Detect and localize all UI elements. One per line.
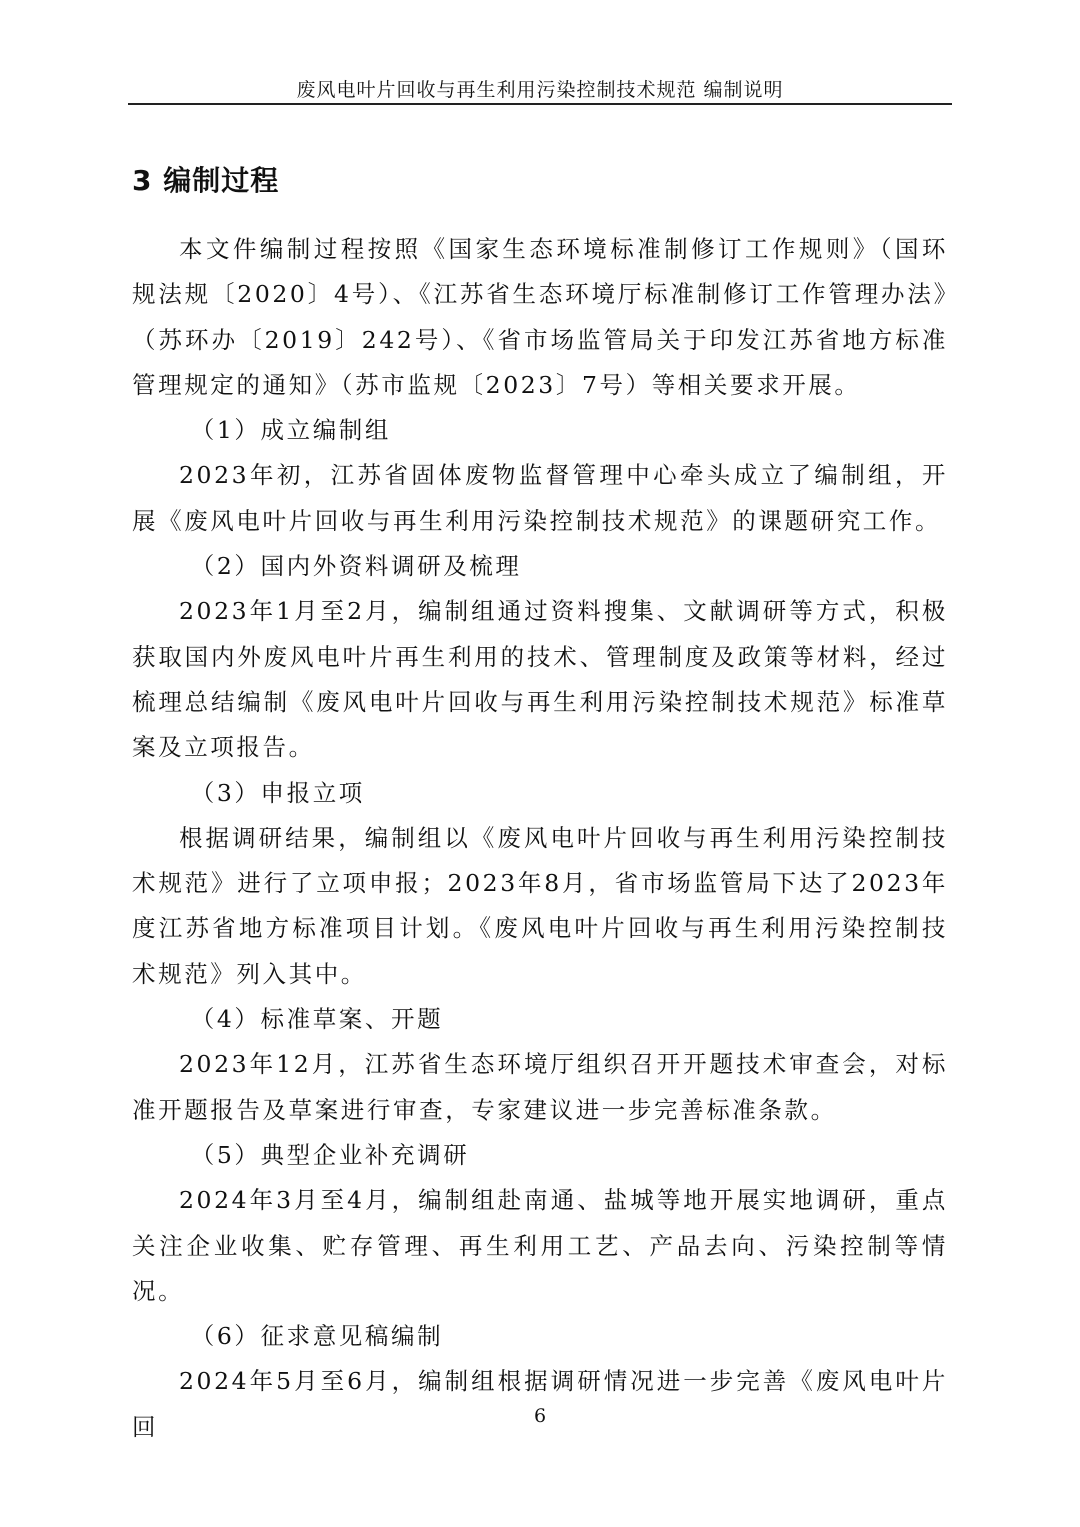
paragraph-4: 2023年12月，江苏省生态环境厅组织召开开题技术审查会，对标准开题报告及草案进行审查，专家建议进一步完善标准条款。 <box>132 1050 948 1124</box>
subheading-6: （6）征求意见稿编制 <box>190 1322 444 1351</box>
subheading-3: （3）申报立项 <box>190 778 365 807</box>
paragraph-3: 根据调研结果，编制组以《废风电叶片回收与再生利用污染控制技术规范》进行了立项申报；2023年8月，省市场监管局下达了2023年度江苏省地方标准项目计划。《废风电叶片回收与再生利用污染控制技术规范》列入其中。 <box>132 823 948 988</box>
page-number: 6 <box>533 1405 547 1427</box>
subheading-1: （1）成立编制组 <box>190 416 392 445</box>
paragraph-5: 2024年3月至4月，编制组赴南通、盐城等地开展实地调研，重点关注企业收集、贮存管理、再生利用工艺、产品去向、污染控制等情况。 <box>132 1186 948 1305</box>
intro-paragraph: 本文件编制过程按照《国家生态环境标准制修订工作规则》（国环规法规〔2020〕4号）、《江苏省生态环境厅标准制修订工作管理办法》（苏环办〔2019〕242号）、《省市场监管局关于印发江苏省地方标准管理规定的通知》（苏市监规〔2023〕7号）等相关要求开展。 <box>132 235 948 399</box>
subheading-5: （5）典型企业补充调研 <box>190 1140 470 1169</box>
section-title: 3 编制过程 <box>132 164 280 197</box>
header-rule <box>128 103 952 105</box>
paragraph-6: 2024年5月至6月，编制组根据调研情况进一步完善《废风电叶片回 <box>132 1367 948 1441</box>
subheading-4: （4）标准草案、开题 <box>190 1005 444 1034</box>
paragraph-1: 2023年初，江苏省固体废物监督管理中心牵头成立了编制组，开展《废风电叶片回收与再生利用污染控制技术规范》的课题研究工作。 <box>132 461 948 535</box>
body-text <box>132 227 948 1450</box>
running-header: 废风电叶片回收与再生利用污染控制技术规范 编制说明 <box>296 79 784 101</box>
paragraph-2: 2023年1月至2月，编制组通过资料搜集、文献调研等方式，积极获取国内外废风电叶片再生利用的技术、管理制度及政策等材料，经过梳理总结编制《废风电叶片回收与再生利用污染控制技术规范》标准草案及立项报告。 <box>132 597 948 762</box>
subheading-2: （2）国内外资料调研及梳理 <box>190 552 522 581</box>
